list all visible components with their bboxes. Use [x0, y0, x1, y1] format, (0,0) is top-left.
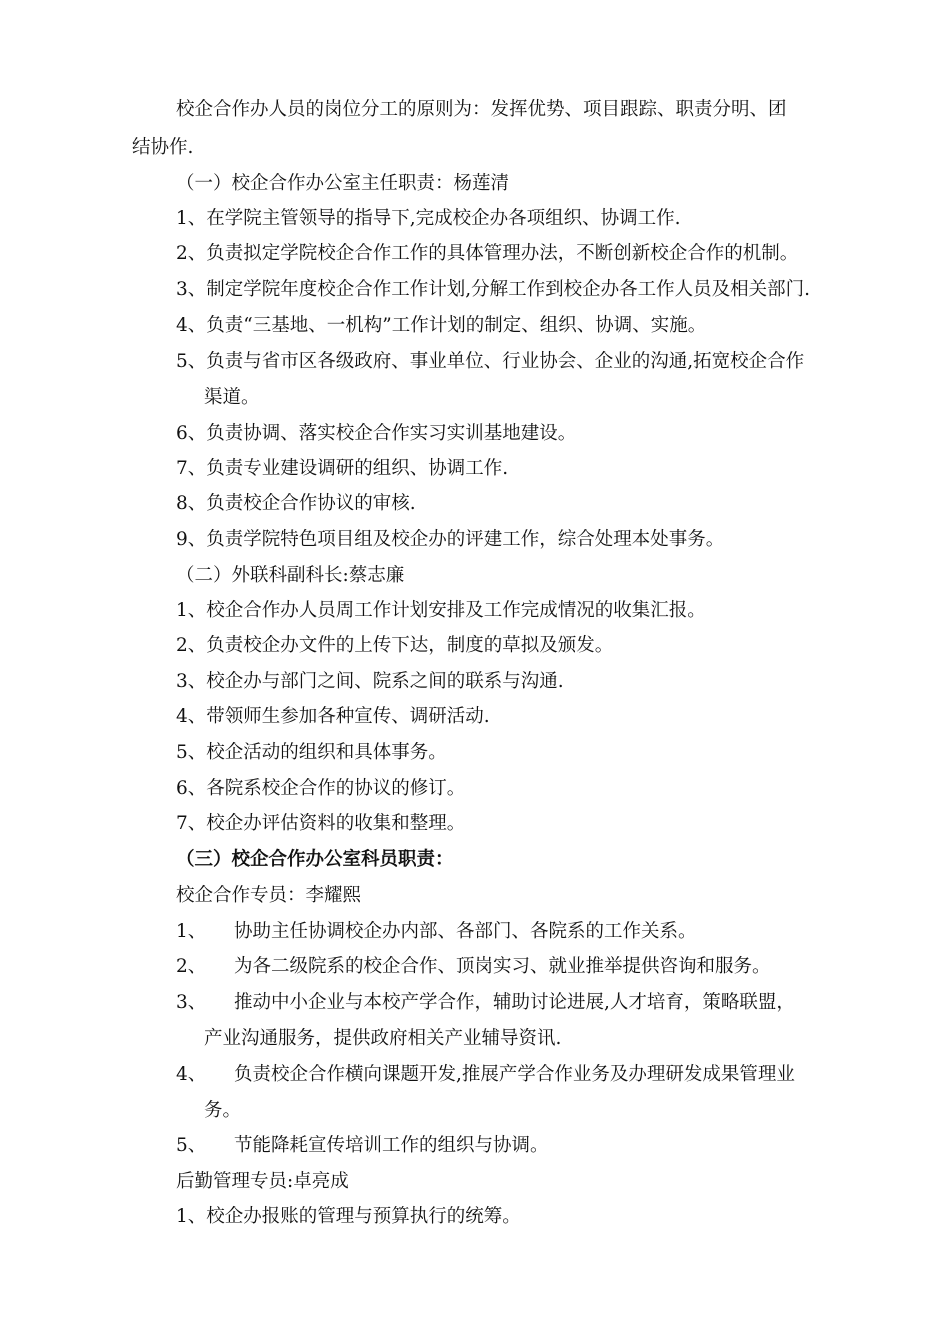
section3-sub1-item-3: [176, 991, 795, 1015]
item-number: 9、: [176, 529, 207, 550]
item-number: 5、: [176, 1135, 207, 1156]
item-number: 1、: [176, 1206, 207, 1227]
item-text: 负责校企办文件的上传下达，制度的草拟及颁发。: [206, 635, 614, 656]
intro-line-1: 校企合作办人员的岗位分工的原则为：发挥优势、项目跟踪、职责分明、团: [176, 99, 787, 120]
item-number: 7、: [176, 813, 207, 834]
section2-item-1: [176, 599, 706, 623]
item-text: 各院系校企合作的协议的修订。: [206, 778, 466, 799]
item-number: 3、: [176, 992, 207, 1013]
item-text: 为各二级院系的校企合作、顶岗实习、就业推举提供咨询和服务。: [234, 956, 771, 977]
item-text: 校企办评估资料的收集和整理。: [206, 813, 466, 834]
item-text: 推动中小企业与本校产学合作，辅助讨论进展,人才培育，策略联盟，: [234, 992, 795, 1013]
section2-item-5: [176, 741, 447, 765]
section1-item-6: [176, 422, 576, 446]
item-text: 负责校企合作横向课题开发,推展产学合作业务及办理研发成果管理业: [234, 1064, 795, 1085]
item-text: 负责与省市区各级政府、事业单位、行业协会、企业的沟通,拓宽校企合作: [206, 351, 805, 372]
item-number: 4、: [176, 1064, 207, 1085]
section1-item-4: [176, 314, 706, 338]
section2-item-7: [176, 812, 465, 836]
section3-sub2-item-1: [176, 1205, 521, 1229]
item-number: 1、: [176, 208, 207, 229]
item-text: 负责拟定学院校企合作工作的具体管理办法，不断创新校企合作的机制。: [206, 243, 799, 264]
section1-item-3: [176, 278, 810, 302]
item-number: 5、: [176, 351, 207, 372]
item-text: 校企办与部门之间、院系之间的联系与沟通.: [206, 671, 564, 692]
item-text: 负责专业建设调研的组织、协调工作.: [206, 458, 509, 479]
section3-sub1-item-1: [176, 920, 697, 944]
item-number: 8、: [176, 493, 207, 514]
section2-item-2: [176, 634, 613, 658]
section2-heading: （二）外联科副科长:蔡志廉: [176, 565, 405, 586]
item-text: 协助主任协调校企办内部、各部门、各院系的工作关系。: [234, 921, 697, 942]
section3-sub1-item-5: [176, 1134, 549, 1158]
section3-sub1-item-3-continuation: 产业沟通服务，提供政府相关产业辅导资讯.: [204, 1028, 562, 1049]
section3-sub1-item-4: [176, 1063, 795, 1087]
item-text: 带领师生参加各种宣传、调研活动.: [206, 706, 490, 727]
section3-heading: （三）校企合作办公室科员职责：: [176, 849, 454, 870]
section1-item-9: [176, 528, 724, 552]
item-number: 2、: [176, 956, 207, 977]
section1-item-5-continuation: 渠道。: [204, 387, 260, 408]
item-text: 负责协调、落实校企合作实习实训基地建设。: [206, 423, 577, 444]
section3-sub1-label: 校企合作专员：李耀熙: [176, 885, 362, 906]
item-number: 4、: [176, 315, 207, 336]
item-number: 2、: [176, 635, 207, 656]
item-number: 1、: [176, 921, 207, 942]
section1-item-7: [176, 457, 508, 481]
section2-item-4: [176, 705, 490, 729]
item-number: 5、: [176, 742, 207, 763]
section2-item-3: [176, 670, 564, 694]
item-number: 3、: [176, 671, 207, 692]
item-number: 6、: [176, 778, 207, 799]
section1-item-2: [176, 242, 798, 266]
item-text: 校企活动的组织和具体事务。: [206, 742, 447, 763]
section1-item-1: [176, 207, 681, 231]
item-number: 2、: [176, 243, 207, 264]
item-text: 在学院主管领导的指导下,完成校企办各项组织、协调工作.: [206, 208, 681, 229]
item-number: 1、: [176, 600, 207, 621]
item-text: 制定学院年度校企合作工作计划,分解工作到校企办各工作人员及相关部门.: [206, 279, 811, 300]
section3-sub1-item-2: [176, 955, 771, 979]
item-number: 7、: [176, 458, 207, 479]
item-text: 节能降耗宣传培训工作的组织与协调。: [234, 1135, 549, 1156]
item-number: 6、: [176, 423, 207, 444]
section3-sub2-label: 后勤管理专员:卓亮成: [176, 1171, 349, 1192]
intro-line-2: 结协作.: [132, 137, 194, 158]
section2-item-6: [176, 777, 465, 801]
item-text: 校企办报账的管理与预算执行的统筹。: [206, 1206, 521, 1227]
section1-item-5: [176, 350, 804, 374]
section1-item-8: [176, 492, 416, 516]
item-number: 4、: [176, 706, 207, 727]
item-text: 负责校企合作协议的审核.: [206, 493, 416, 514]
item-text: 负责学院特色项目组及校企办的评建工作，综合处理本处事务。: [206, 529, 725, 550]
item-text: 负责“三基地、一机构”工作计划的制定、组织、协调、实施。: [206, 315, 707, 336]
item-text: 校企合作办人员周工作计划安排及工作完成情况的收集汇报。: [206, 600, 706, 621]
item-number: 3、: [176, 279, 207, 300]
section1-heading: （一）校企合作办公室主任职责：杨莲清: [176, 173, 510, 194]
section3-sub1-item-4-continuation: 务。: [204, 1100, 242, 1121]
